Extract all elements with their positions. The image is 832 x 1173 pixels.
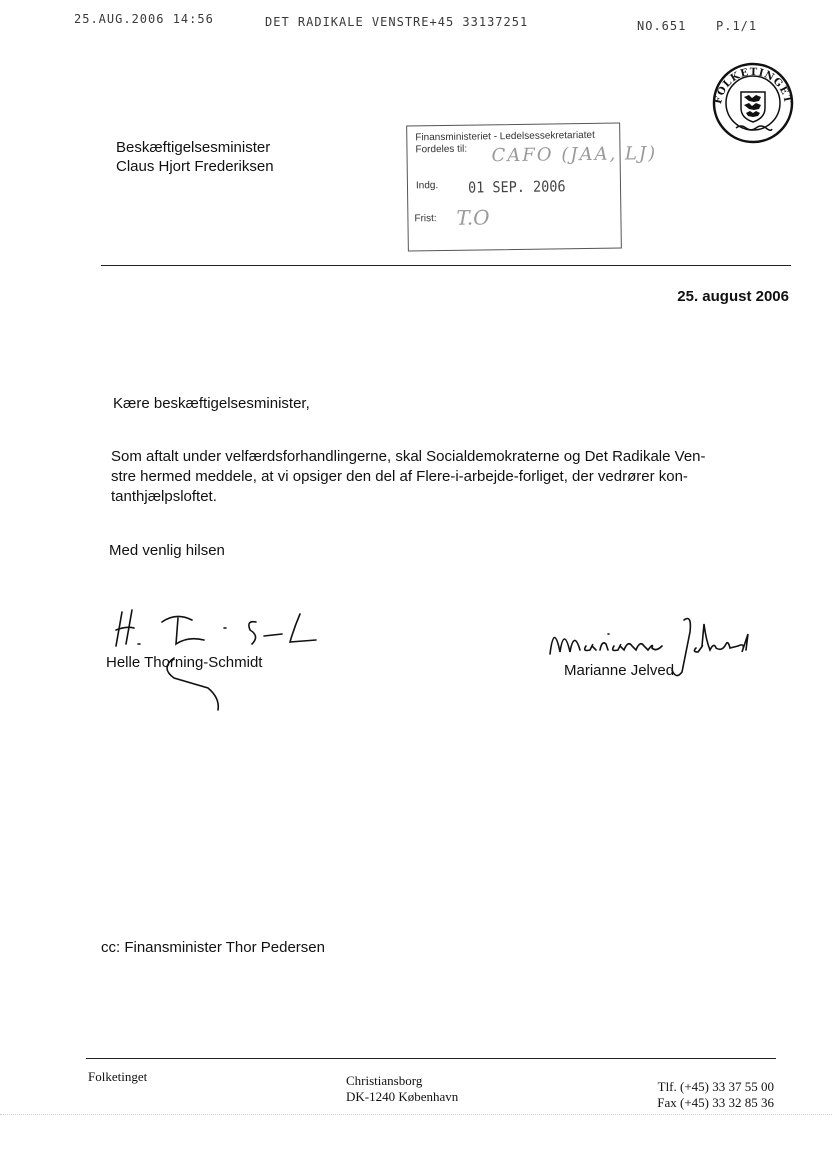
fax-number: NO.651 [637, 19, 687, 33]
footer-org: Folketinget [88, 1069, 148, 1084]
salutation: Kære beskæftigelsesminister, [113, 395, 310, 412]
footer-fax: Fax (+45) 33 32 85 36 [657, 1095, 774, 1110]
body-line: stre hermed meddele, at vi opsiger den del af Flere-i-arbejde-forliget, der vedrører kon- [111, 468, 688, 485]
footer-address-2: DK-1240 København [346, 1089, 459, 1104]
recipient-title: Beskæftigelsesminister [116, 139, 271, 156]
recipient-name: Claus Hjort Frederiksen [116, 158, 274, 175]
body-line: tanthjælpsloftet. [111, 488, 217, 505]
scan-artifact-line [0, 1114, 832, 1115]
stamp-forward-label: Fordeles til: [415, 143, 468, 156]
signatory-helle: Helle Thorning-Schmidt [106, 654, 263, 671]
fax-page: P.1/1 [716, 19, 758, 33]
received-stamp [406, 123, 658, 252]
stamp-received-date: 01 SEP. 2006 [467, 177, 566, 197]
body-line: Som aftalt under velfærdsforhandlingerne, skal Socialdemokraterne og Det Radikale Ven- [111, 448, 706, 465]
closing: Med venlig hilsen [109, 542, 225, 559]
stamp-received-label: Indg. [415, 180, 439, 192]
stamp-deadline-label: Frist: [414, 213, 437, 225]
header-rule [101, 265, 791, 266]
stamp-deadline-value: T.O [456, 205, 490, 230]
fax-timestamp: 25.AUG.2006 14:56 [74, 12, 214, 26]
signatory-marianne: Marianne Jelved [564, 662, 675, 679]
cc-line: cc: Finansminister Thor Pedersen [101, 939, 325, 956]
letter-date: 25. august 2006 [677, 288, 789, 305]
footer-rule [86, 1058, 776, 1059]
footer-phone: Tlf. (+45) 33 37 55 00 [657, 1079, 774, 1094]
folketinget-seal [712, 62, 794, 144]
seal-label: FOLKETINGET [713, 66, 793, 105]
stamp-office: Finansministeriet - Ledelsessekretariatet [415, 129, 595, 144]
letter-body [111, 447, 791, 507]
footer-address-1: Christiansborg [346, 1073, 423, 1088]
fax-sender: DET RADIKALE VENSTRE+45 33137251 [265, 15, 529, 29]
stamp-forward-value: CAFO (JAA, LJ) [491, 142, 658, 167]
